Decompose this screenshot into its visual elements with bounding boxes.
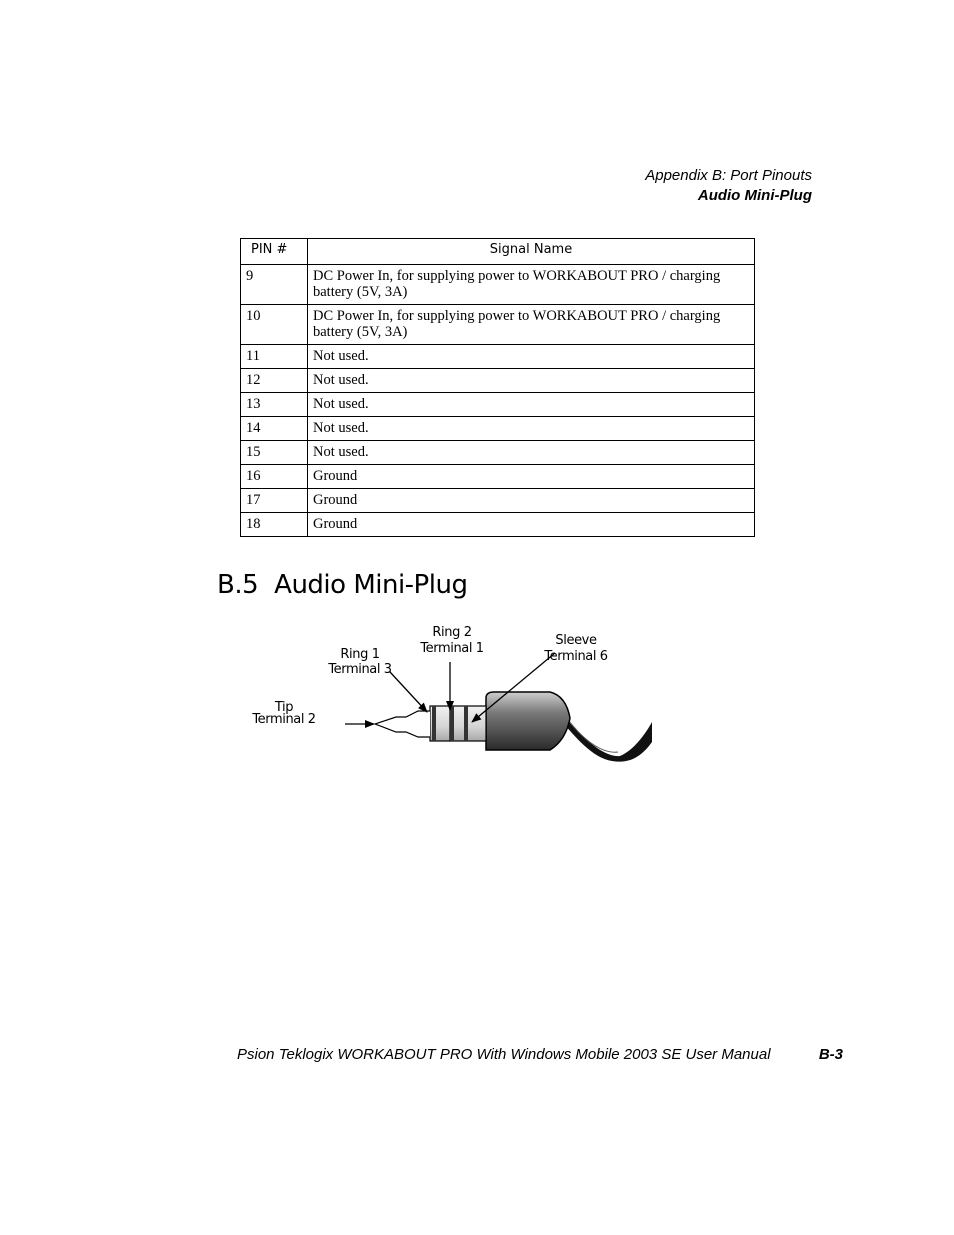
signal-cell: Not used.	[308, 369, 755, 393]
pin-cell: 16	[241, 465, 308, 489]
signal-cell: DC Power In, for supplying power to WORKABOUT PRO / charging battery (5V, 3A)	[308, 265, 755, 305]
signal-cell: Ground	[308, 465, 755, 489]
ring1-terminal-label: Terminal 3	[328, 662, 392, 677]
tip-label: Tip	[274, 700, 294, 715]
sleeve-label: Sleeve	[555, 633, 597, 648]
pin-cell: 14	[241, 417, 308, 441]
signal-cell: Not used.	[308, 345, 755, 369]
pin-cell: 10	[241, 305, 308, 345]
section-heading-title: Audio Mini-Plug	[274, 570, 468, 600]
pin-cell: 15	[241, 441, 308, 465]
insulator-band	[432, 706, 436, 741]
table-row	[241, 489, 755, 513]
table-row	[241, 393, 755, 417]
table-row	[241, 417, 755, 441]
signal-cell: DC Power In, for supplying power to WORKABOUT PRO / charging battery (5V, 3A)	[308, 305, 755, 345]
ring1-arrow	[390, 672, 427, 712]
manual-title: Psion Teklogix WORKABOUT PRO With Windows Mobile 2003 SE User Manual	[237, 1046, 771, 1063]
table-row	[241, 345, 755, 369]
pin-cell: 9	[241, 265, 308, 305]
table-row	[241, 369, 755, 393]
signal-cell: Not used.	[308, 417, 755, 441]
ring1-label: Ring 1	[340, 647, 380, 662]
table-row	[241, 305, 755, 345]
insulator-band	[464, 706, 468, 741]
running-footer	[237, 1046, 843, 1063]
tip-terminal-label: Terminal 2	[252, 712, 316, 727]
table-row	[241, 441, 755, 465]
cable-shape	[558, 708, 652, 762]
signal-cell: Not used.	[308, 441, 755, 465]
tip-shape	[375, 711, 430, 737]
signal-cell: Ground	[308, 489, 755, 513]
pin-cell: 18	[241, 513, 308, 537]
signal-column-header: Signal Name	[308, 239, 755, 265]
section-title-header: Audio Mini-Plug	[697, 187, 812, 204]
section-number: B.5	[217, 570, 259, 600]
audio-mini-plug-diagram	[250, 618, 660, 768]
running-header	[645, 166, 812, 206]
pin-cell: 17	[241, 489, 308, 513]
pinout-table	[240, 238, 755, 537]
table-row	[241, 265, 755, 305]
page-number: B-3	[818, 1046, 843, 1063]
table-header-row	[241, 239, 755, 265]
signal-cell: Not used.	[308, 393, 755, 417]
section-heading	[217, 570, 467, 600]
insulator-band	[450, 706, 454, 741]
ring2-label: Ring 2	[432, 625, 472, 640]
sleeve-terminal-label: Terminal 6	[544, 649, 608, 664]
ring2-terminal-label: Terminal 1	[420, 641, 484, 656]
chapter-title: Appendix B: Port Pinouts	[645, 167, 812, 184]
pin-cell: 12	[241, 369, 308, 393]
table-row	[241, 513, 755, 537]
pin-column-header: PIN #	[241, 239, 308, 265]
signal-cell: Ground	[308, 513, 755, 537]
table-row	[241, 465, 755, 489]
pin-cell: 11	[241, 345, 308, 369]
pin-cell: 13	[241, 393, 308, 417]
